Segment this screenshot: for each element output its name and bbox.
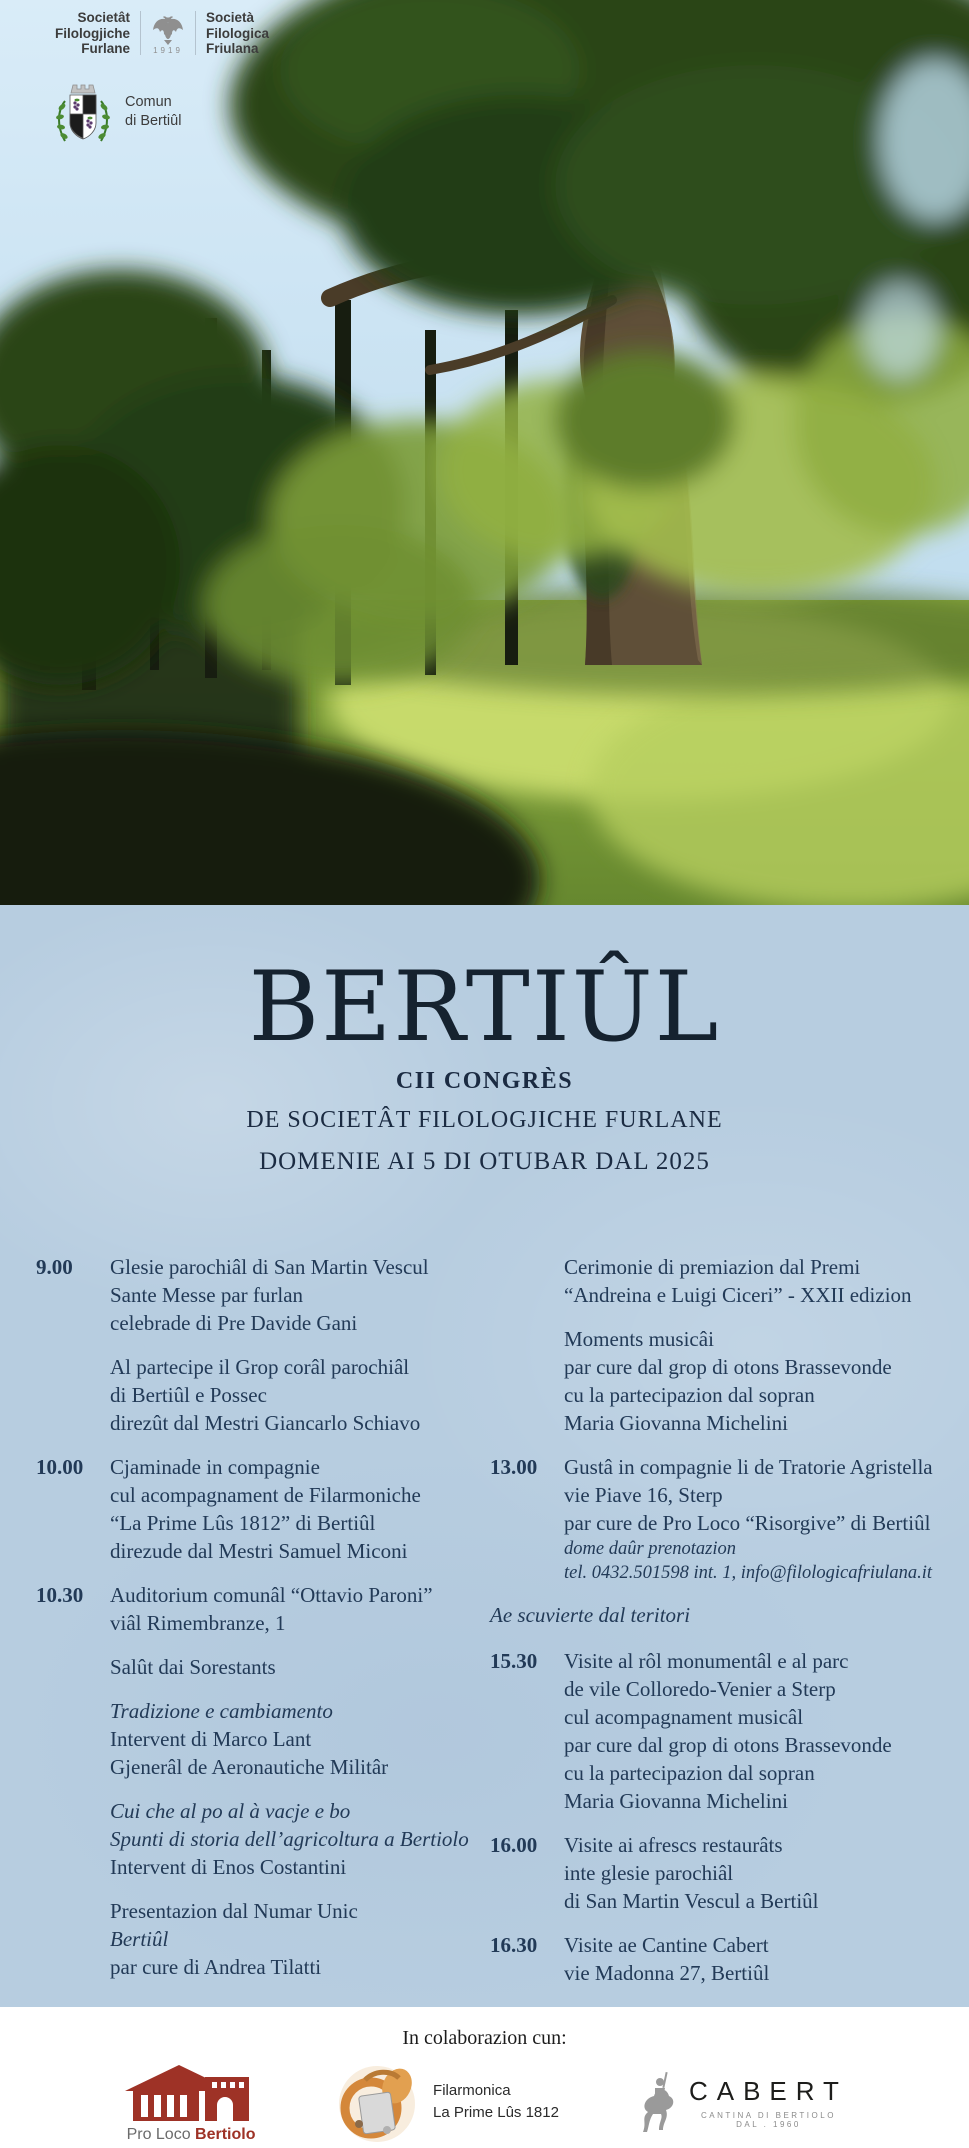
society-name-italian: Società Filologica Friulana: [206, 10, 270, 57]
partner-logos-row: [0, 2060, 969, 2144]
title-block: [0, 951, 969, 1176]
schedule-entry-1030: 10.30 Auditorium comunâl “Ottavio Paroni” viâl Rimembranze, 1: [36, 1583, 433, 1635]
congress-society: DE SOCIETÂT FILOLOGJICHE FURLANE: [246, 1106, 723, 1133]
proloco-bertiolo-logo: [121, 2061, 261, 2144]
entry-time: [490, 1253, 564, 1309]
entry-time: 15.30: [490, 1649, 538, 1673]
entry-time: 10.30: [36, 1583, 84, 1607]
collaboration-heading: In colaborazion cun:: [402, 2027, 567, 2049]
schedule-entry-greetings: Salût dai Sorestants: [36, 1653, 480, 1681]
schedule-entry-1600: 16.00 Visite ai afrescs restaurâts inte glesie parochiâl di San Martin Vescul a Bertiûl: [490, 1833, 819, 1913]
section-heading-territory: Ae scuvierte dal teritori: [490, 1603, 691, 1627]
comun-di-bertiul-logo: [55, 79, 269, 145]
entry-time: [36, 1797, 110, 1881]
schedule-entry-award: Cerimonie di premiazion dal Premi “Andreina e Luigi Ciceri” - XXII edizion: [490, 1253, 957, 1309]
entry-time: 16.30: [490, 1933, 538, 1957]
cabert-subtitle: CANTINA DI BERTIOLO DAL . 1960: [700, 2110, 836, 2129]
congress-number: CII CONGRÈS: [395, 1067, 574, 1094]
schedule-entry-900: 9.00 Glesie parochiâl di San Martin Vescul Sante Messe par furlan celebrade di Pre Davide Gani: [36, 1255, 429, 1335]
booking-contact: tel. 0432.501598 int. 1, info@filologicafriulana.it: [564, 1563, 933, 1583]
brass-instrument-icon: [335, 2060, 419, 2144]
filarmonica-caption: Filarmonica La Prime Lûs 1812: [433, 2082, 559, 2121]
divider: [140, 11, 141, 55]
entry-time: 10.00: [36, 1455, 84, 1479]
schedule-entry-presentation: Presentazion dal Numar Unic Bertiûl par cure di Andrea Tilatti: [36, 1897, 480, 1981]
cabert-name: CABERT: [688, 2075, 848, 2106]
cabert-caption: [689, 2076, 848, 2129]
entry-time: 16.00: [490, 1833, 538, 1857]
schedule-entry-1630: 16.30 Visite ae Cantine Cabert vie Madonna 27, Bertiûl: [490, 1933, 770, 1985]
proloco-caption: Pro Loco Bertiolo: [126, 2125, 256, 2143]
knight-on-horse-icon: [633, 2070, 679, 2134]
filarmonica-logo: [335, 2060, 559, 2144]
entry-time: [490, 1325, 564, 1437]
congress-date: DOMENIE AI 5 DI OTUBAR DAL 2025: [259, 1147, 710, 1175]
program-section: [0, 905, 969, 2007]
schedule-right-column: [490, 1253, 957, 2003]
divider: [195, 11, 196, 55]
entry-time: 13.00: [490, 1455, 538, 1479]
event-title: BERTIÛL: [248, 951, 721, 1063]
schedule-left-column: [36, 1253, 480, 2003]
comun-label: Comun di Bertiûl: [125, 93, 182, 129]
heraldic-eagle-icon: [151, 11, 185, 55]
comun-bertiul-crest-icon: [55, 79, 111, 145]
societa-filologica-logo: [55, 10, 269, 57]
schedule-entry-1000: 10.00 Cjaminade in compagnie cul acompagnament de Filarmoniche “La Prime Lûs 1812” di Bertiûl direzude dal Mestri Samuel Miconi: [36, 1455, 421, 1563]
footer-collaborations: [0, 2007, 969, 2148]
society-name-furlan: Societât Filologjiche Furlane: [55, 10, 131, 57]
schedule-entry-talk-lant: Tradizione e cambiamento Intervent di Marco Lant Gjenerâl de Aeronautiche Militâr: [36, 1697, 480, 1781]
entry-time: [36, 1353, 110, 1437]
entry-time: 9.00: [36, 1255, 73, 1279]
schedule-entry-talk-costantini: Cui che al po al à vacje e bo Spunti di storia dell’agricoltura a Bertiolo Intervent di Enos Costantini: [36, 1797, 480, 1881]
schedule: [36, 1253, 957, 2003]
schedule-entry-choir: Al partecipe il Grop corâl parochiâl di Bertiûl e Possec direzût dal Mestri Giancarlo Schiavo: [36, 1353, 480, 1437]
proloco-building-icon: [121, 2061, 261, 2123]
entry-time: [36, 1653, 110, 1681]
cabert-logo: [633, 2070, 848, 2134]
schedule-entry-1300: 13.00 Gustâ in compagnie li de Tratorie Agristella vie Piave 16, Sterp par cure de Pro Loco “Risorgive” di Bertiûl dome daûr prenotazion tel. 0432.501598 int. 1, info@filologicafriulana.it: [490, 1453, 957, 1585]
schedule-entry-music-moments: Moments musicâi par cure dal grop di otons Brassevonde cu la partecipazion dal sopran Maria Giovanna Michelini: [490, 1325, 957, 1437]
header-logos: [55, 10, 269, 145]
eagle-year-label: 1919: [153, 46, 183, 56]
schedule-entry-1530: 15.30 Visite al rôl monumentâl e al parc de vile Colloredo-Venier a Sterp cul acompagnament musicâl par cure dal grop di otons Brassevonde cu la partecipazion dal sopran Maria Giovanna Michelini: [490, 1649, 892, 1813]
entry-time: [36, 1697, 110, 1781]
entry-time: [36, 1897, 110, 1981]
